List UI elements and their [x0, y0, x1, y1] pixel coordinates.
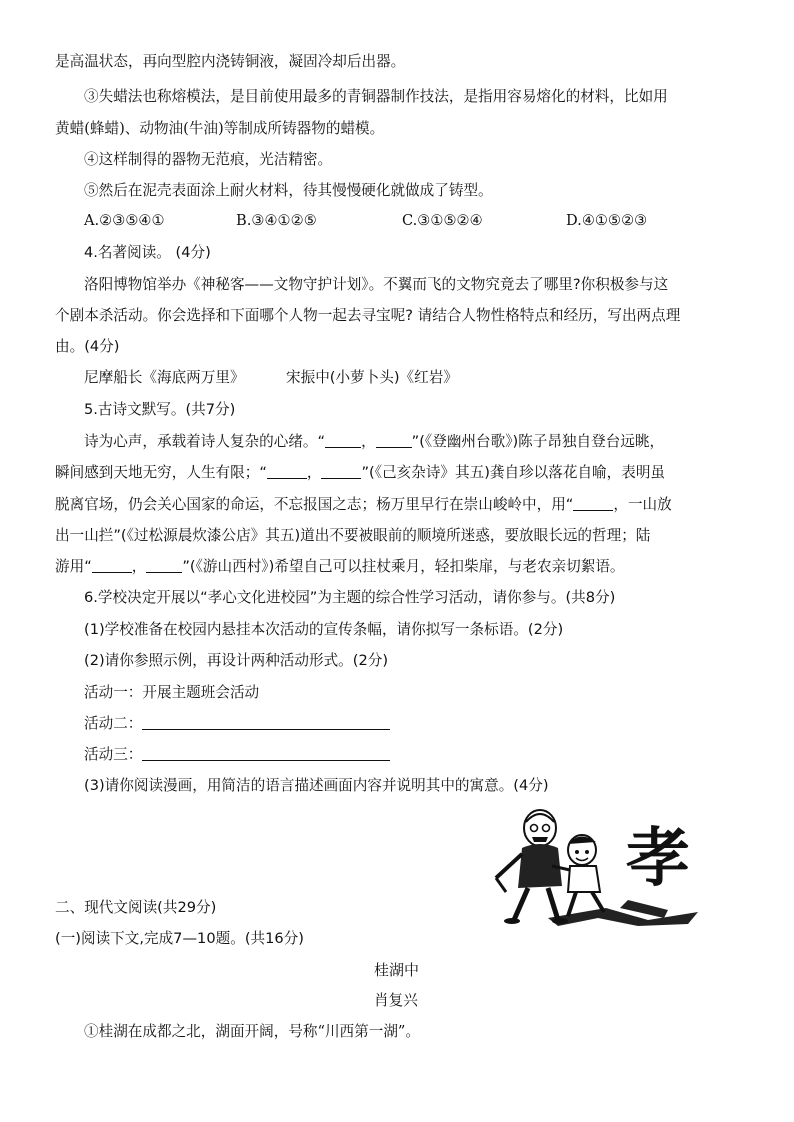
q3-sentence-3-line1: ③失蜡法也称熔模法，是目前使用最多的青铜器制作技法，是指用容易熔化的材料，比如用	[84, 88, 668, 105]
q5-line1: 诗为心声，承载着诗人复杂的心绪。“ ， ”(《登幽州台歌》)陈子昂独自登台远眺，	[84, 433, 665, 450]
q3-sentence-3-line2: 黄蜡(蜂蜡)、动物油(牛油)等制成所铸器物的蜡模。	[55, 120, 385, 137]
article-title: 桂湖中	[374, 961, 420, 979]
q3-sentence-5: ⑤然后在泥壳表面涂上耐火材料，待其慢慢硬化就做成了铸型。	[84, 182, 493, 199]
q5-line3: 脱离官场，仍会关心国家的命运，不忘报国之志；杨万里早行在崇山峻岭中，用“ ，一山放	[55, 496, 672, 513]
q4-paragraph-line3: 由。(4分)	[55, 338, 120, 355]
q6-activity-1: 活动一：开展主题班会活动	[84, 684, 260, 701]
q6-sub2: (2)请你参照示例，再设计两种活动形式。(2分)	[84, 652, 389, 669]
q5-line2: 瞬间感到天地无穷，人生有限；“ ， ”(《己亥杂诗》其五)龚自珍以落花自喻，表明虽	[55, 464, 666, 481]
q6-heading: 6.学校决定开展以“孝心文化进校园”为主题的综合性学习活动，请你参与。(共8分)	[84, 589, 616, 606]
q5-blank-2[interactable]	[376, 433, 412, 448]
q5-line5: 游用“ ， ”(《游山西村》)希望自己可以拄杖乘月，轻扣柴扉，与老农亲切絮语。	[55, 558, 625, 575]
q6-activity-2: 活动二：	[84, 714, 390, 734]
q3-sentence-4: ④这样制得的器物无范痕，光洁精密。	[84, 151, 333, 168]
q5-line4: 出一山拦”(《过松源晨炊漆公店》其五)道出不要被眼前的顺境所迷惑，要放眼长远的哲理；陆	[55, 527, 651, 544]
filial-piety-cartoon	[488, 800, 710, 928]
q6-sub1: (1)学校准备在校园内悬挂本次活动的宣传条幅，请你拟写一条标语。(2分)	[84, 621, 564, 638]
article-author: 肖复兴	[374, 992, 418, 1009]
q6-activity-3-blank[interactable]	[142, 746, 390, 761]
q4-choice-nemo: 尼摩船长《海底两万里》	[84, 369, 245, 386]
q4-heading: 4.名著阅读。 (4分)	[84, 244, 211, 261]
article-paragraph-1: ①桂湖在成都之北，湖面开阔，号称“川西第一湖”。	[84, 1023, 420, 1040]
q3-option-a: A.②③⑤④①	[84, 212, 165, 229]
q5-blank-7[interactable]	[146, 558, 182, 573]
q3-option-d: D.④①⑤②③	[566, 212, 648, 229]
q3-continued-line: 是高温状态，再向型腔内浇铸铜液，凝固冷却后出器。	[55, 53, 406, 70]
section2-part1-instruction: (一)阅读下文,完成7—10题。(共16分)	[55, 930, 304, 947]
q6-sub3: (3)请你阅读漫画，用简洁的语言描述画面内容并说明其中的寓意。(4分)	[84, 777, 549, 794]
q5-blank-1[interactable]	[325, 433, 361, 448]
cartoon-character-xiao: 孝	[626, 822, 690, 896]
q4-paragraph-line2: 个剧本杀活动。你会选择和下面哪个人物一起去寻宝呢? 请结合人物性格特点和经历，写出两点理	[55, 307, 681, 324]
q4-paragraph-line1: 洛阳博物馆举办《神秘客——文物守护计划》。不翼而飞的文物究竟去了哪里?你积极参与这	[84, 276, 669, 293]
q3-option-b: B.③④①②⑤	[236, 212, 317, 229]
q6-activity-2-blank[interactable]	[142, 715, 390, 730]
section2-heading: 二、现代文阅读(共29分)	[55, 899, 217, 916]
q5-blank-6[interactable]	[92, 558, 132, 573]
q5-blank-4[interactable]	[321, 464, 361, 479]
q4-choice-songzhenzhong: 宋振中(小萝卜头)《红岩》	[286, 369, 458, 386]
q6-activity-3: 活动三：	[84, 745, 390, 765]
q5-blank-5[interactable]	[573, 496, 613, 511]
q5-blank-3[interactable]	[267, 464, 307, 479]
q5-heading: 5.古诗文默写。(共7分)	[84, 401, 236, 418]
q3-option-c: C.③①⑤②④	[402, 212, 483, 229]
